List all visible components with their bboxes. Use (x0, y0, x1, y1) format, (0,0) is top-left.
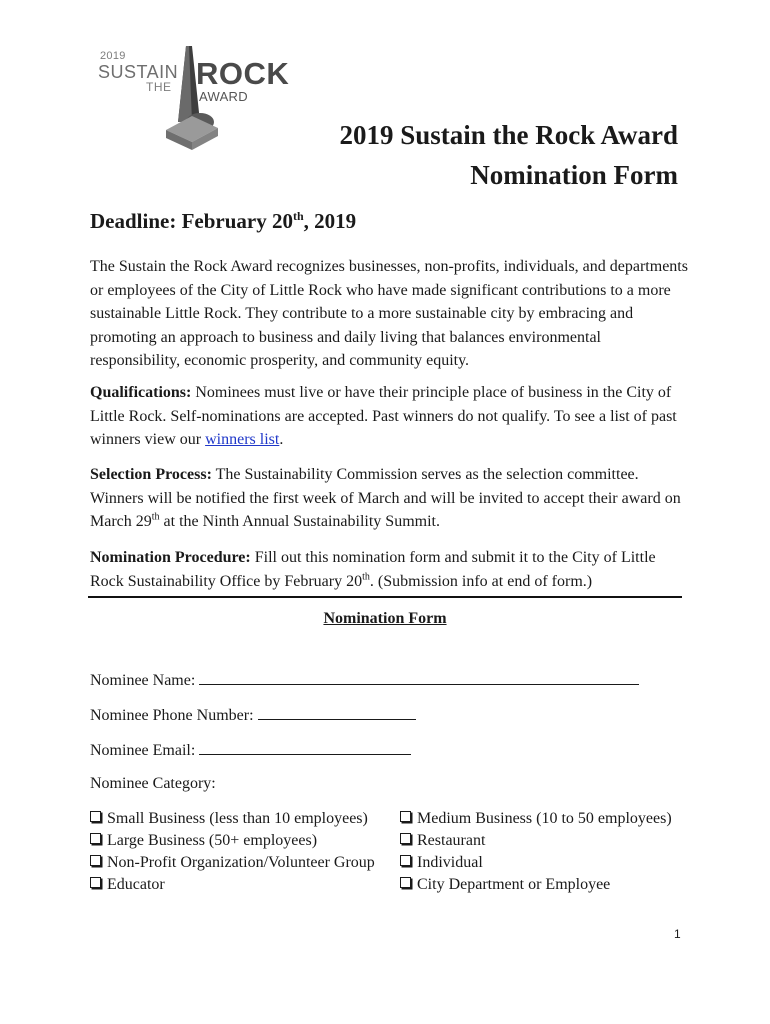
category-option-label: Small Business (less than 10 employees) (107, 810, 368, 827)
checkbox-icon[interactable] (90, 877, 101, 888)
qualifications-end: . (279, 431, 284, 448)
logo-sustain: SUSTAIN (98, 62, 179, 82)
intro-paragraph: The Sustain the Rock Award recognizes businesses, non-profits, individuals, and departments or employees of the City of Little Rock who have made significant contributions to a more sustainable Little Rock. They contribute to a more sustainable city by embracing and promoting an approach to business and daily living that balances environmental responsibility, economic prosperity, and community equity. (90, 258, 688, 369)
winners-list-link[interactable]: winners list (205, 431, 280, 448)
nominee-name-field (90, 670, 639, 690)
deadline-suffix: , 2019 (303, 209, 357, 233)
selection-text: The Sustainability Commission serves as the selection committee. Winners will be notified the first week of March and will be invited to accept their award on March 29 (90, 466, 681, 530)
nominee-name-label: Nominee Name: (90, 672, 196, 689)
qualifications-paragraph (90, 381, 690, 452)
procedure-label: Nomination Procedure: (90, 549, 251, 566)
category-option-restaurant[interactable] (400, 832, 485, 850)
checkbox-icon[interactable] (90, 833, 101, 844)
logo-rock: ROCK (196, 56, 290, 91)
sustain-the-rock-logo (94, 44, 290, 150)
nominee-email-input[interactable] (199, 740, 411, 755)
selection-end: at the Ninth Annual Sustainability Summit. (159, 513, 440, 530)
nominee-category-label: Nominee Category: (90, 775, 216, 792)
checkbox-icon[interactable] (90, 855, 101, 866)
category-option-non-profit[interactable] (90, 854, 375, 872)
checkbox-icon[interactable] (400, 877, 411, 888)
section-divider (88, 596, 682, 598)
category-option-label: Individual (417, 854, 483, 871)
checkbox-icon[interactable] (400, 811, 411, 822)
category-option-label: City Department or Employee (417, 876, 611, 893)
nominee-phone-label: Nominee Phone Number: (90, 707, 254, 724)
category-option-medium-business[interactable] (400, 810, 672, 828)
selection-paragraph (90, 463, 690, 534)
procedure-paragraph (90, 546, 690, 593)
logo-year: 2019 (100, 50, 126, 62)
logo-award: AWARD (199, 89, 248, 104)
checkbox-icon[interactable] (400, 833, 411, 844)
selection-label: Selection Process: (90, 466, 212, 483)
category-option-city-department[interactable] (400, 876, 610, 894)
page-title-line2: Nomination Form (470, 160, 678, 190)
logo-the: THE (146, 80, 172, 94)
checkbox-icon[interactable] (400, 855, 411, 866)
page-number: 1 (674, 927, 681, 941)
selection-sup: th (151, 511, 160, 523)
category-option-educator[interactable] (90, 876, 165, 894)
procedure-sup: th (362, 571, 370, 583)
deadline-sup: th (292, 209, 304, 223)
nominee-email-field (90, 740, 411, 760)
procedure-text: Fill out this nomination form and submit it to the City of Little Rock Sustainability Office by February 20 (90, 549, 656, 590)
checkbox-icon[interactable] (90, 811, 101, 822)
category-option-label: Educator (107, 876, 165, 893)
deadline-prefix: Deadline: February 20 (90, 209, 293, 233)
category-option-label: Non-Profit Organization/Volunteer Group (107, 854, 375, 871)
qualifications-label: Qualifications: (90, 384, 192, 401)
category-option-large-business[interactable] (90, 832, 317, 850)
nominee-name-input[interactable] (199, 670, 639, 685)
procedure-end: . (Submission info at end of form.) (369, 572, 593, 590)
nominee-phone-input[interactable] (258, 705, 416, 720)
nominee-phone-field (90, 705, 416, 725)
category-option-label: Restaurant (417, 832, 486, 849)
category-option-small-business[interactable] (90, 810, 368, 828)
category-option-label: Large Business (50+ employees) (107, 832, 318, 849)
qualifications-text: Nominees must live or have their principle place of business in the City of Little Rock. Self-nominations are accepted. Past winners do not qualify. To see a list of past winners view our (90, 384, 677, 448)
form-heading: Nomination Form (323, 610, 447, 627)
deadline-heading (90, 209, 356, 234)
category-option-individual[interactable] (400, 854, 483, 872)
nominee-email-label: Nominee Email: (90, 742, 196, 759)
category-option-label: Medium Business (10 to 50 employees) (417, 810, 672, 827)
page-title-line1: 2019 Sustain the Rock Award (339, 120, 678, 150)
